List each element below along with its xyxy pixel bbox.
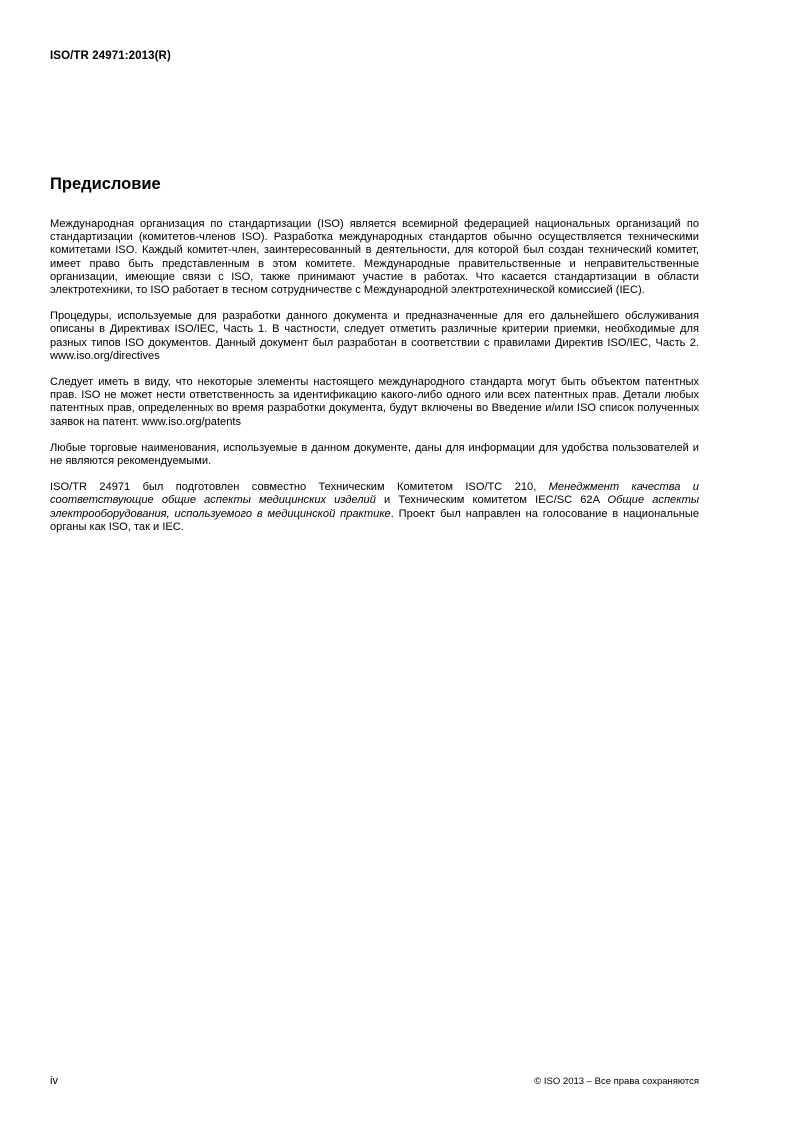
paragraph-trade-names: Любые торговые наименования, используемые в данном документе, даны для информации для удобства пользователей и не являются рекомендуемыми. [50,441,699,468]
copyright-notice: © ISO 2013 – Все права сохраняются [534,1076,699,1087]
foreword-body [50,218,699,534]
committee-title-tc210: Менеджмент качества и соответствующие общие аспекты медицинских изделий [50,481,699,507]
preparation-text-1: ISO/TR 24971 был подготовлен совместно Техническим Комитетом ISO/TC 210, [50,481,549,494]
preparation-text-3: . Проект был направлен на голосование в национальные органы как ISO, так и IEC. [50,507,699,533]
paragraph-patents: Следует иметь в виду, что некоторые элементы настоящего международного стандарта могут быть объектом патентных прав. ISO не может нести ответственность за идентификацию какого-либо одного или всех патентных прав. Детали любых патентных прав, определенных во время разработки документа, будут включены во Введение и/или ISO список полученных заявок на патент. www.iso.org/patents [50,376,699,428]
section-title: Предисловие [50,175,161,193]
paragraph-preparation [50,481,699,534]
committee-title-sc62a: Общие аспекты электрооборудования, используемого в медицинской практике [50,494,699,520]
paragraph-iso-organization: Международная организация по стандартизации (ISO) является всемирной федерацией национальных организаций по стандартизации (комитетов-членов ISO). Разработка международных стандартов обычно осуществляется техническими комитетами ISO. Каждый комитет-член, заинтересованный в деятельности, для которой был создан технический комитет, имеет право быть представленным в этом комитете. Международные правительственные и неправительственные организации, имеющие связи с ISO, также принимают участие в работах. Что касается стандартизации в области электротехники, то ISO работает в тесном сотрудничестве с Международной электротехнической комиссией (IEC). [50,218,699,297]
preparation-text-2: и Техническим комитетом IEC/SC 62A [375,494,608,507]
document-id: ISO/TR 24971:2013(R) [50,50,171,62]
page-number: iv [50,1075,58,1087]
paragraph-procedures: Процедуры, используемые для разработки данного документа и предназначенные для его дальнейшего обслуживания описаны в Директивах ISO/IEC, Часть 1. В частности, следует отметить различные критерии приемки, необходимые для разных типов ISO документов. Данный документ был разработан в соответствии с правилами Директив ISO/IEC, Часть 2. www.iso.org/directives [50,310,699,362]
